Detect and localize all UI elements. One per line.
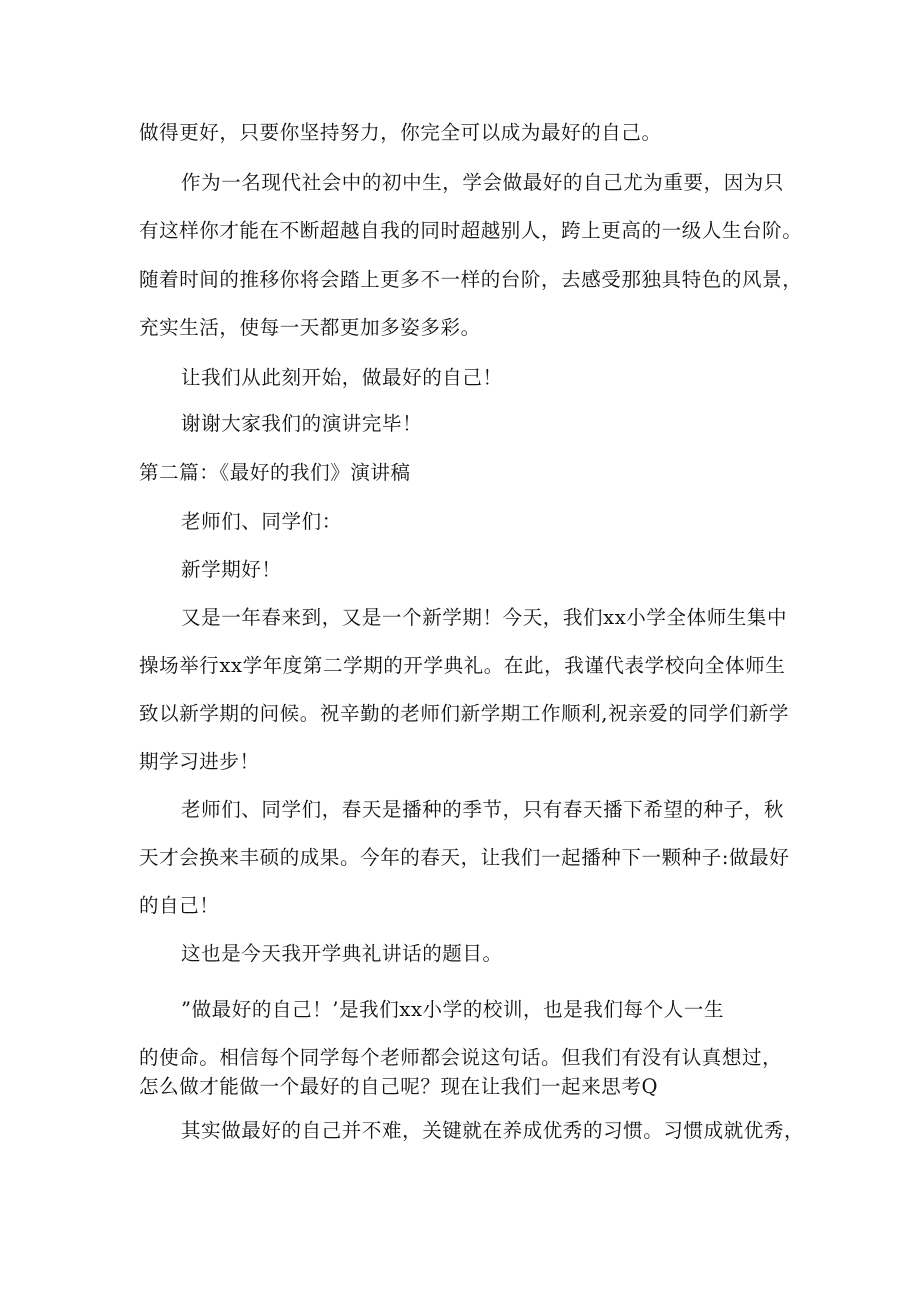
text-line: 的使命。相信每个同学每个老师都会说这句话。但我们有没有认真想过，	[139, 1046, 783, 1069]
text-line: 期学习进步！	[139, 750, 260, 773]
text-line: 新学期好！	[181, 558, 282, 581]
text-line: 老师们、同学们：	[181, 510, 342, 533]
text-line: 天才会换来丰硕的成果。今年的春天，让我们一起播种下一颗种子:做最好	[139, 846, 790, 869]
text-line: 老师们、同学们，春天是播种的季节，只有春天播下希望的种子，秋	[181, 798, 785, 821]
text-line: 这也是今天我开学典礼讲话的题目。	[181, 942, 503, 965]
text-line: 又是一年春来到，又是一个新学期！今天，我们xx小学全体师生集中	[181, 606, 788, 629]
text-line: 随着时间的推移你将会踏上更多不一样的台阶，去感受那独具特色的风景，	[139, 268, 803, 291]
text-line: 做得更好，只要你坚持努力，你完全可以成为最好的自己。	[139, 121, 662, 144]
text-line: 的自己！	[139, 894, 220, 917]
text-line: 作为一名现代社会中的初中生，学会做最好的自己尤为重要，因为只	[181, 171, 785, 194]
text-line: 有这样你才能在不断超越自我的同时超越别人，跨上更高的一级人生台阶。	[139, 219, 803, 242]
text-line: 致以新学期的问候。祝辛勤的老师们新学期工作顺利,祝亲爱的同学们新学	[139, 702, 789, 725]
text-line: 让我们从此刻开始，做最好的自己！	[181, 366, 503, 389]
text-line: ”做最好的自己！’是我们xx小学的校训，也是我们每个人一生	[181, 998, 725, 1021]
section-heading: 第二篇：《最好的我们》演讲稿	[139, 461, 411, 484]
text-line: 怎么做才能做一个最好的自己呢？现在让我们一起来思考Q	[139, 1075, 659, 1098]
text-line: 其实做最好的自己并不难，关键就在养成优秀的习惯。习惯成就优秀，	[181, 1119, 805, 1142]
text-line: 谢谢大家我们的演讲完毕！	[181, 412, 423, 435]
text-line: 操场举行xx学年度第二学期的开学典礼。在此，我谨代表学校向全体师生	[139, 654, 786, 677]
text-line: 充实生活，使每一天都更加多姿多彩。	[139, 316, 481, 339]
